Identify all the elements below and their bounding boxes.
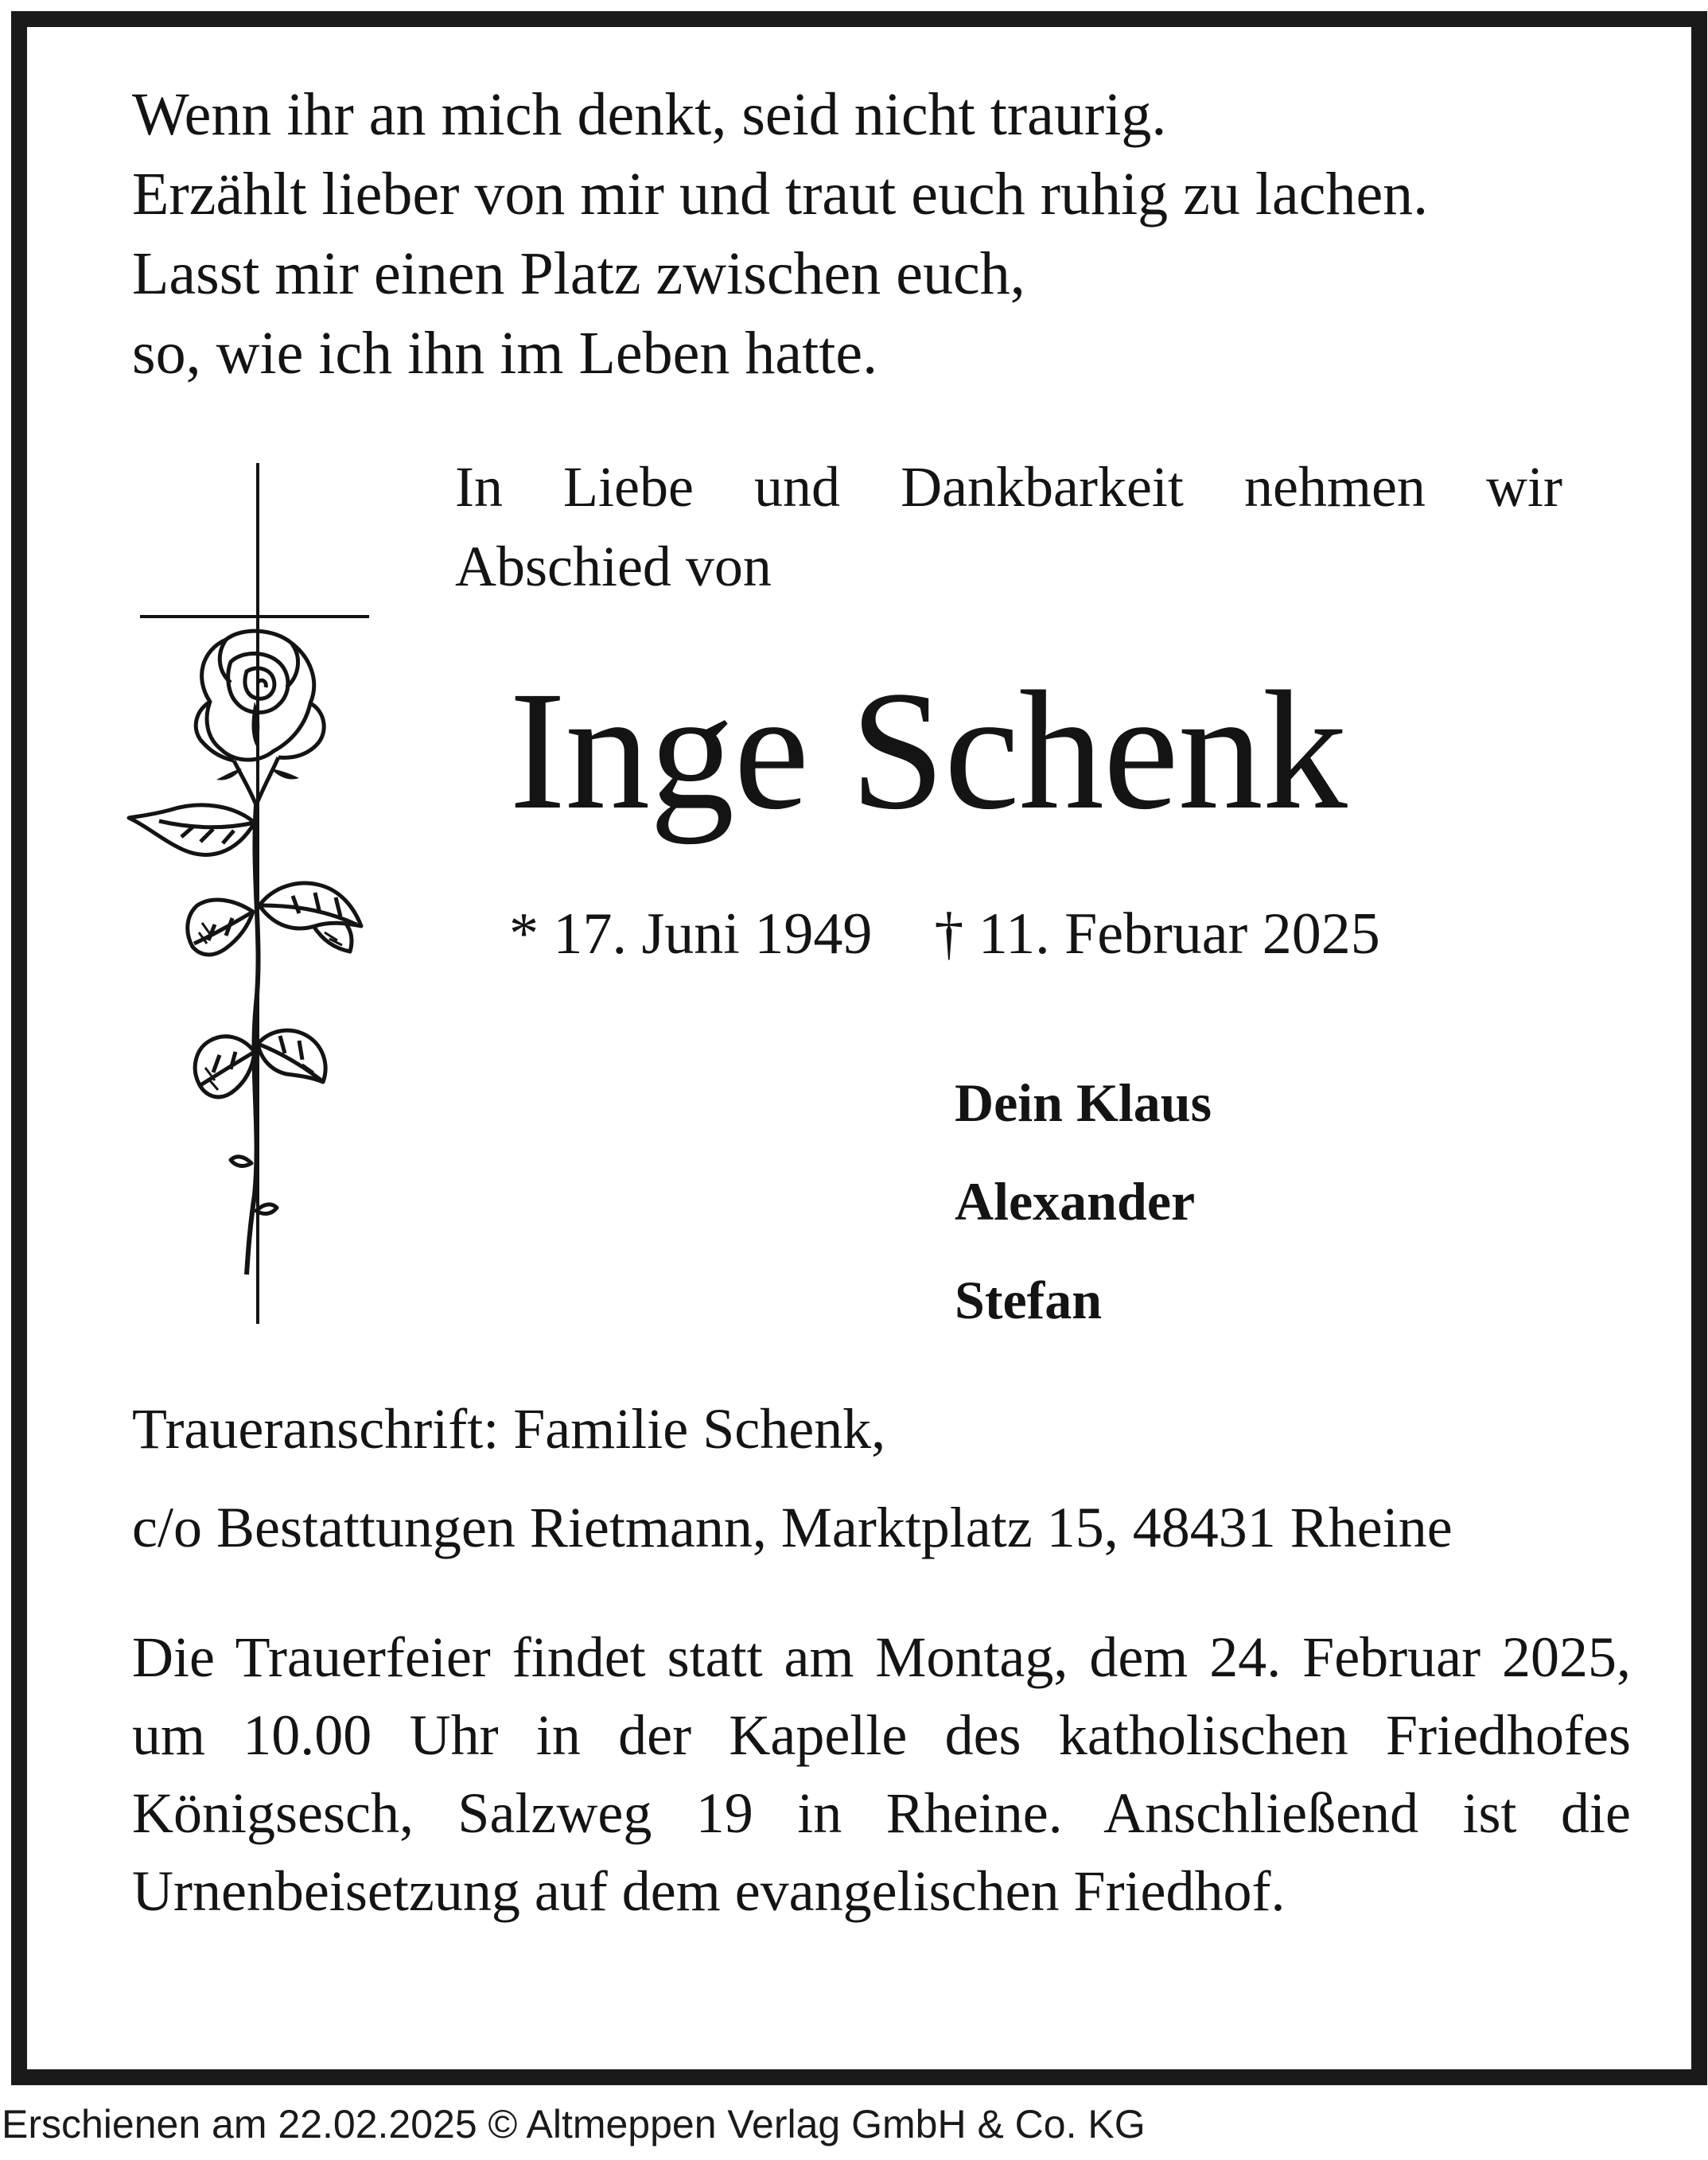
family-member: Stefan [955, 1270, 1103, 1330]
address-line-1: Traueranschrift: Familie Schenk, [132, 1397, 886, 1461]
birth-date: * 17. Juni 1949 [509, 901, 873, 967]
obituary-frame [11, 11, 1707, 2085]
intro-line-1 [455, 447, 1562, 527]
poem [132, 75, 1428, 393]
family-signatures [955, 1053, 1212, 1349]
address-line-2: c/o Bestattungen Rietmann, Marktplatz 15, 48431 Rheine [132, 1496, 1453, 1559]
intro-word: und [754, 455, 841, 519]
family-member: Alexander [955, 1171, 1196, 1232]
intro-word: Dankbarkeit [901, 455, 1184, 519]
intro-line-2: Abschied von [455, 535, 772, 598]
mourning-address [132, 1380, 1453, 1577]
intro-text [455, 447, 1562, 606]
intro-word: wir [1485, 455, 1562, 519]
publication-footer: Erschienen am 22.02.2025 © Altmeppen Verlag GmbH & Co. KG [2, 2102, 1146, 2146]
ceremony-notice: Die Trauerfeier findet statt am Montag, dem 24. Februar 2025, um 10.00 Uhr in der Kapelle des katholischen Friedhofes Königsesch, Salzweg 19 in Rheine. Anschließend ist die Urnenbeisetzung auf dem evangelischen Friedhof. [132, 1625, 1631, 1923]
intro-word: nehmen [1244, 455, 1426, 519]
cross-with-rose-icon [115, 463, 401, 1324]
obituary-content [27, 27, 1691, 2069]
deceased-name: Inge Schenk [509, 656, 1347, 845]
poem-line: Wenn ihr an mich denkt, seid nicht traurig. [132, 81, 1167, 148]
poem-line: so, wie ich ihn im Leben hatte. [132, 320, 878, 387]
life-dates [509, 894, 1380, 974]
death-date: † 11. Februar 2025 [934, 901, 1380, 967]
family-member: Dein Klaus [955, 1072, 1212, 1133]
poem-line: Erzählt lieber von mir und traut euch ruhig zu lachen. [132, 161, 1429, 228]
poem-line: Lasst mir einen Platz zwischen euch, [132, 240, 1025, 307]
intro-word: Liebe [563, 455, 694, 519]
intro-word: In [455, 455, 503, 519]
